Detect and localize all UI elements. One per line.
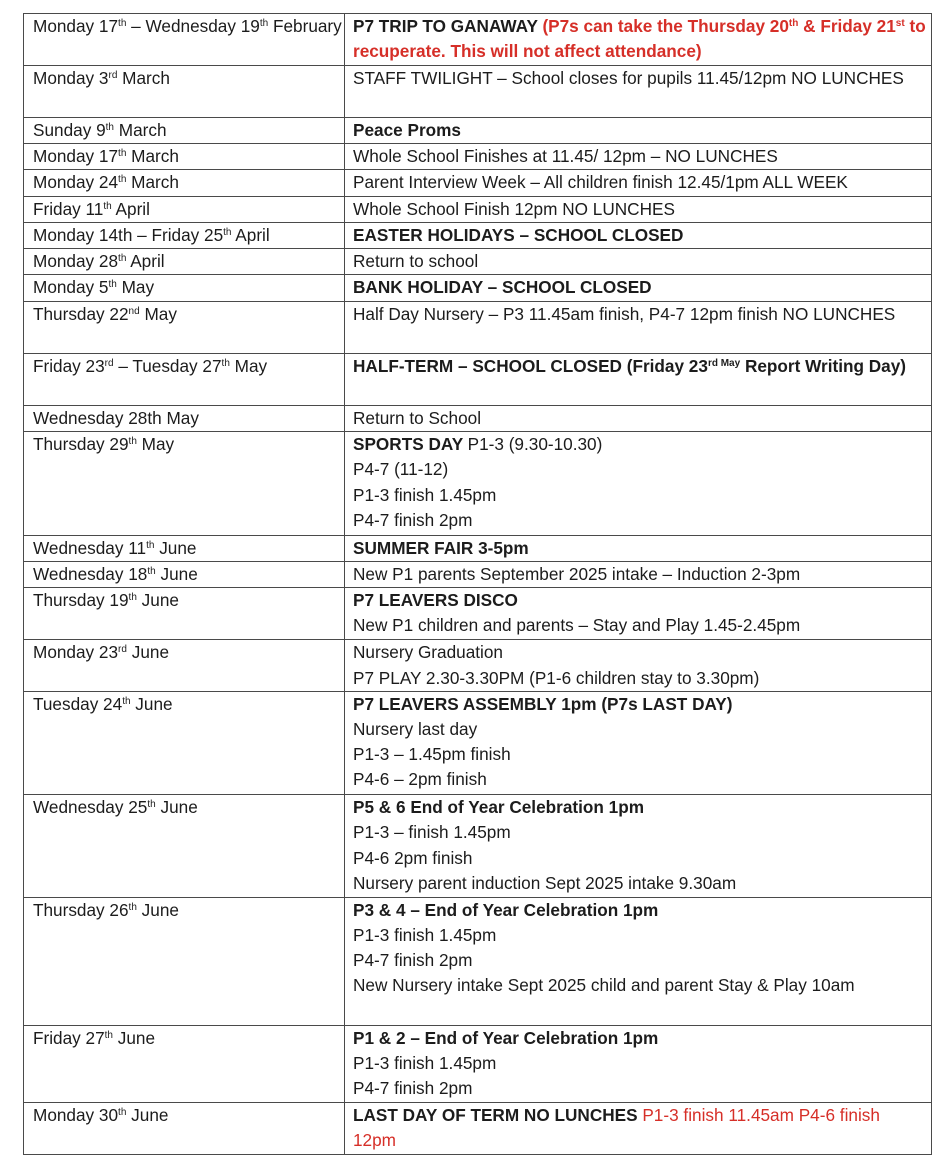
event-line [353, 871, 927, 896]
text-run: P1-3 finish 1.45pm [353, 924, 497, 945]
text-run: Report Writing Day) [740, 355, 907, 376]
date-cell [24, 691, 345, 794]
text-run: May [116, 277, 155, 298]
event-line [353, 767, 927, 792]
text-run: Half Day Nursery – P3 11.45am finish, P4-7 12pm finish NO LUNCHES [353, 303, 896, 324]
event-cell [345, 117, 932, 143]
text-run: P1-3 – finish 1.45pm [353, 822, 511, 843]
event-line [353, 898, 927, 923]
ordinal-suffix: th [118, 252, 127, 264]
text-run: P7 LEAVERS ASSEMBLY 1pm (P7s LAST DAY) [353, 693, 733, 714]
text-run: P1-3 finish 1.45pm [353, 484, 497, 505]
event-line [353, 640, 927, 665]
event-line [353, 354, 927, 379]
text-run: Wednesday 11 [33, 537, 147, 558]
ordinal-suffix: nd [128, 305, 140, 317]
ordinal-suffix: th [259, 17, 269, 29]
text-run: Nursery parent induction Sept 2025 intake 9.30am [353, 872, 737, 893]
term-dates-table [23, 13, 932, 1155]
text-run: Friday 23 [33, 355, 105, 376]
event-line [353, 144, 927, 169]
event-line [353, 223, 927, 248]
event-line [353, 666, 927, 691]
text-run: P7 TRIP TO GANAWAY [353, 16, 543, 36]
ordinal-suffix: th [128, 591, 137, 603]
event-line [353, 14, 927, 64]
event-line [353, 275, 927, 300]
text-run: New Nursery intake Sept 2025 child and parent Stay & Play 10am [353, 975, 855, 996]
text-run: P1-3 finish 1.45pm [353, 1053, 497, 1074]
text-run: LAST DAY OF TERM NO LUNCHES [353, 1104, 643, 1125]
text-run: P7 LEAVERS DISCO [353, 590, 518, 611]
ordinal-suffix: th [128, 436, 137, 448]
table-row [24, 406, 932, 432]
date-cell [24, 588, 345, 640]
event-line [353, 197, 927, 222]
ordinal-suffix: th [108, 279, 117, 291]
event-line [353, 1051, 927, 1076]
text-run: – Tuesday 27 [113, 355, 222, 376]
text-run: April [231, 224, 270, 245]
text-run: Thursday 19 [33, 590, 129, 611]
table-row [24, 1102, 932, 1154]
text-run: P7 PLAY 2.30-3.30PM (P1-6 children stay to 3.30pm) [353, 667, 760, 688]
text-run: Sunday 9 [33, 119, 106, 140]
event-cell [345, 353, 932, 405]
event-line [353, 613, 927, 638]
date-cell [24, 561, 345, 587]
event-line [353, 432, 927, 457]
ordinal-suffix: th [104, 1029, 113, 1041]
text-run: Thursday 29 [33, 434, 129, 455]
text-run: P1 & 2 – End of Year Celebration 1pm [353, 1027, 659, 1048]
text-run: – Wednesday 19 [126, 16, 260, 36]
text-run: P4-6 2pm finish [353, 847, 473, 868]
table-row [24, 588, 932, 640]
text-run: P4-7 (11-12) [353, 459, 449, 480]
event-cell [345, 897, 932, 1025]
event-cell [345, 196, 932, 222]
text-run: June [130, 693, 173, 714]
date-cell [24, 535, 345, 561]
event-line [353, 536, 927, 561]
text-run: Peace Proms [353, 119, 461, 140]
text-run: P4-7 finish 2pm [353, 509, 473, 530]
text-run: Monday 23 [33, 642, 119, 663]
text-run: February [268, 16, 342, 36]
event-cell [345, 1025, 932, 1102]
table-row [24, 65, 932, 117]
table-row [24, 301, 932, 353]
event-cell [345, 65, 932, 117]
table-row [24, 196, 932, 222]
text-run: Friday 27 [33, 1027, 105, 1048]
date-cell [24, 117, 345, 143]
text-run: Friday 11 [33, 198, 104, 219]
text-run: New P1 children and parents – Stay and Play 1.45-2.45pm [353, 615, 801, 636]
event-cell [345, 1102, 932, 1154]
table-row [24, 535, 932, 561]
ordinal-suffix: rd [118, 644, 127, 656]
text-run: June [136, 590, 179, 611]
date-cell [24, 170, 345, 196]
ordinal-suffix: th [105, 121, 114, 133]
event-line [353, 249, 927, 274]
text-run: May [136, 434, 175, 455]
date-cell [24, 65, 345, 117]
text-run: P1-3 – 1.45pm finish [353, 744, 511, 765]
event-cell [345, 301, 932, 353]
event-line [353, 948, 927, 973]
text-run: March [113, 119, 167, 140]
text-run: March [126, 146, 179, 166]
table-body [24, 14, 932, 1155]
event-line [353, 508, 927, 533]
text-run: Return to School [353, 408, 482, 428]
text-run: (P7s can take the Thursday 20 [542, 16, 789, 36]
text-run: HALF-TERM – SCHOOL CLOSED (Friday 23 [353, 355, 708, 376]
ordinal-suffix: th [118, 17, 127, 29]
text-run: P1-3 (9.30-10.30) [467, 434, 603, 455]
ordinal-suffix: th [147, 799, 156, 810]
event-line [353, 457, 927, 482]
ordinal-suffix: rd [104, 357, 114, 369]
event-line [353, 562, 927, 587]
event-cell [345, 144, 932, 170]
text-run: April [111, 198, 150, 219]
text-run: Parent Interview Week – All children finish 12.45/1pm ALL WEEK [353, 172, 848, 193]
text-run: SPORTS DAY [353, 434, 468, 455]
table-row [24, 170, 932, 196]
table-row [24, 222, 932, 248]
text-run: P4-6 – 2pm finish [353, 769, 487, 790]
ordinal-suffix: th [221, 357, 230, 369]
ordinal-suffix: th [118, 174, 127, 186]
text-run: EASTER HOLIDAYS – SCHOOL CLOSED [353, 224, 684, 245]
ordinal-suffix: th [118, 1106, 127, 1118]
text-run: New P1 parents September 2025 intake – Induction 2-3pm [353, 563, 801, 584]
event-line [353, 795, 927, 820]
text-run: Monday 5 [33, 277, 109, 298]
event-line [353, 1026, 927, 1051]
text-run: P3 & 4 – End of Year Celebration 1pm [353, 899, 659, 920]
event-line [353, 717, 927, 742]
text-run: Whole School Finish 12pm NO LUNCHES [353, 198, 675, 219]
text-run: June [155, 797, 198, 818]
event-line [353, 588, 927, 613]
date-cell [24, 222, 345, 248]
event-line [353, 923, 927, 948]
table-row [24, 249, 932, 275]
text-run: June [126, 1104, 169, 1125]
text-run: March [126, 172, 179, 193]
table-row [24, 353, 932, 405]
event-line [353, 302, 927, 327]
event-line [353, 692, 927, 717]
ordinal-suffix: rd May [707, 357, 741, 369]
date-cell [24, 432, 345, 535]
date-cell [24, 795, 345, 897]
event-line [353, 406, 927, 431]
date-cell [24, 301, 345, 353]
ordinal-suffix: st [895, 17, 905, 29]
table-row [24, 432, 932, 535]
event-line [353, 118, 927, 143]
event-cell [345, 14, 932, 66]
event-cell [345, 432, 932, 535]
event-cell [345, 588, 932, 640]
event-line [353, 170, 927, 195]
date-cell [24, 249, 345, 275]
table-row [24, 1025, 932, 1102]
date-cell [24, 144, 345, 170]
date-cell [24, 196, 345, 222]
event-line [353, 846, 927, 871]
date-cell [24, 1025, 345, 1102]
ordinal-suffix: th [118, 147, 127, 159]
table-row [24, 144, 932, 170]
text-run: Monday 24 [33, 172, 119, 193]
text-run: Thursday 26 [33, 899, 129, 920]
text-run: Monday 30 [33, 1104, 119, 1125]
table-row [24, 640, 932, 692]
text-run: June [136, 899, 179, 920]
ordinal-suffix: th [788, 17, 799, 29]
event-line [353, 483, 927, 508]
text-run: May [229, 355, 268, 376]
text-run: June [155, 563, 198, 584]
text-run: P4-7 finish 2pm [353, 949, 473, 970]
event-line [353, 742, 927, 767]
text-run: Return to school [353, 251, 479, 272]
table-row [24, 897, 932, 1025]
text-run: Monday 14th – Friday 25 [33, 224, 224, 245]
text-run: Monday 3 [33, 67, 109, 88]
event-cell [345, 249, 932, 275]
ordinal-suffix: th [147, 565, 156, 577]
table-row [24, 14, 932, 66]
text-run: P4-7 finish 2pm [353, 1078, 473, 1099]
event-cell [345, 640, 932, 692]
table-row [24, 561, 932, 587]
event-cell [345, 691, 932, 794]
table-row [24, 795, 932, 897]
text-run: STAFF TWILIGHT – School closes for pupils 11.45/12pm NO LUNCHES [353, 67, 904, 88]
text-run: Nursery last day [353, 719, 478, 740]
text-run: to recuperate. This will not affect attendance) [353, 16, 926, 62]
text-run: March [117, 67, 170, 88]
event-line [353, 1076, 927, 1101]
event-cell [345, 535, 932, 561]
text-run: June [113, 1027, 156, 1048]
text-run: & Friday 21 [798, 16, 896, 36]
text-run: May [139, 303, 177, 324]
text-run: Thursday 22 [33, 303, 129, 324]
date-cell [24, 897, 345, 1025]
ordinal-suffix: th [223, 226, 232, 238]
text-run: Monday 28 [33, 251, 119, 272]
text-run: P5 & 6 End of Year Celebration 1pm [353, 797, 645, 818]
ordinal-suffix: rd [108, 69, 118, 81]
date-cell [24, 14, 345, 66]
text-run: Nursery Graduation [353, 642, 503, 663]
event-cell [345, 170, 932, 196]
text-run: April [126, 251, 165, 272]
table-row [24, 691, 932, 794]
text-run: Monday 17 [33, 16, 119, 36]
text-run: Wednesday 28th May [33, 408, 199, 428]
text-run: Tuesday 24 [33, 693, 123, 714]
ordinal-suffix: th [128, 901, 137, 913]
text-run: June [154, 537, 197, 558]
date-cell [24, 406, 345, 432]
event-cell [345, 275, 932, 301]
text-run: Whole School Finishes at 11.45/ 12pm – NO LUNCHES [353, 146, 778, 166]
event-cell [345, 406, 932, 432]
text-run: Monday 17 [33, 146, 119, 166]
date-cell [24, 640, 345, 692]
event-line [353, 66, 927, 91]
event-line [353, 1103, 927, 1153]
table-row [24, 275, 932, 301]
text-run: June [126, 642, 169, 663]
date-cell [24, 353, 345, 405]
ordinal-suffix: th [146, 539, 155, 551]
table-row [24, 117, 932, 143]
event-cell [345, 561, 932, 587]
text-run: SUMMER FAIR 3-5pm [353, 537, 529, 558]
event-cell [345, 222, 932, 248]
text-run: BANK HOLIDAY – SCHOOL CLOSED [353, 277, 652, 298]
date-cell [24, 1102, 345, 1154]
text-run: Wednesday 18 [33, 563, 148, 584]
event-cell [345, 795, 932, 897]
event-line [353, 820, 927, 845]
text-run: P1-3 finish 11.45am P4-6 finish 12pm [353, 1104, 880, 1150]
text-run: Wednesday 25 [33, 797, 148, 818]
event-line [353, 973, 927, 998]
ordinal-suffix: th [103, 200, 112, 212]
ordinal-suffix: th [122, 695, 131, 707]
date-cell [24, 275, 345, 301]
